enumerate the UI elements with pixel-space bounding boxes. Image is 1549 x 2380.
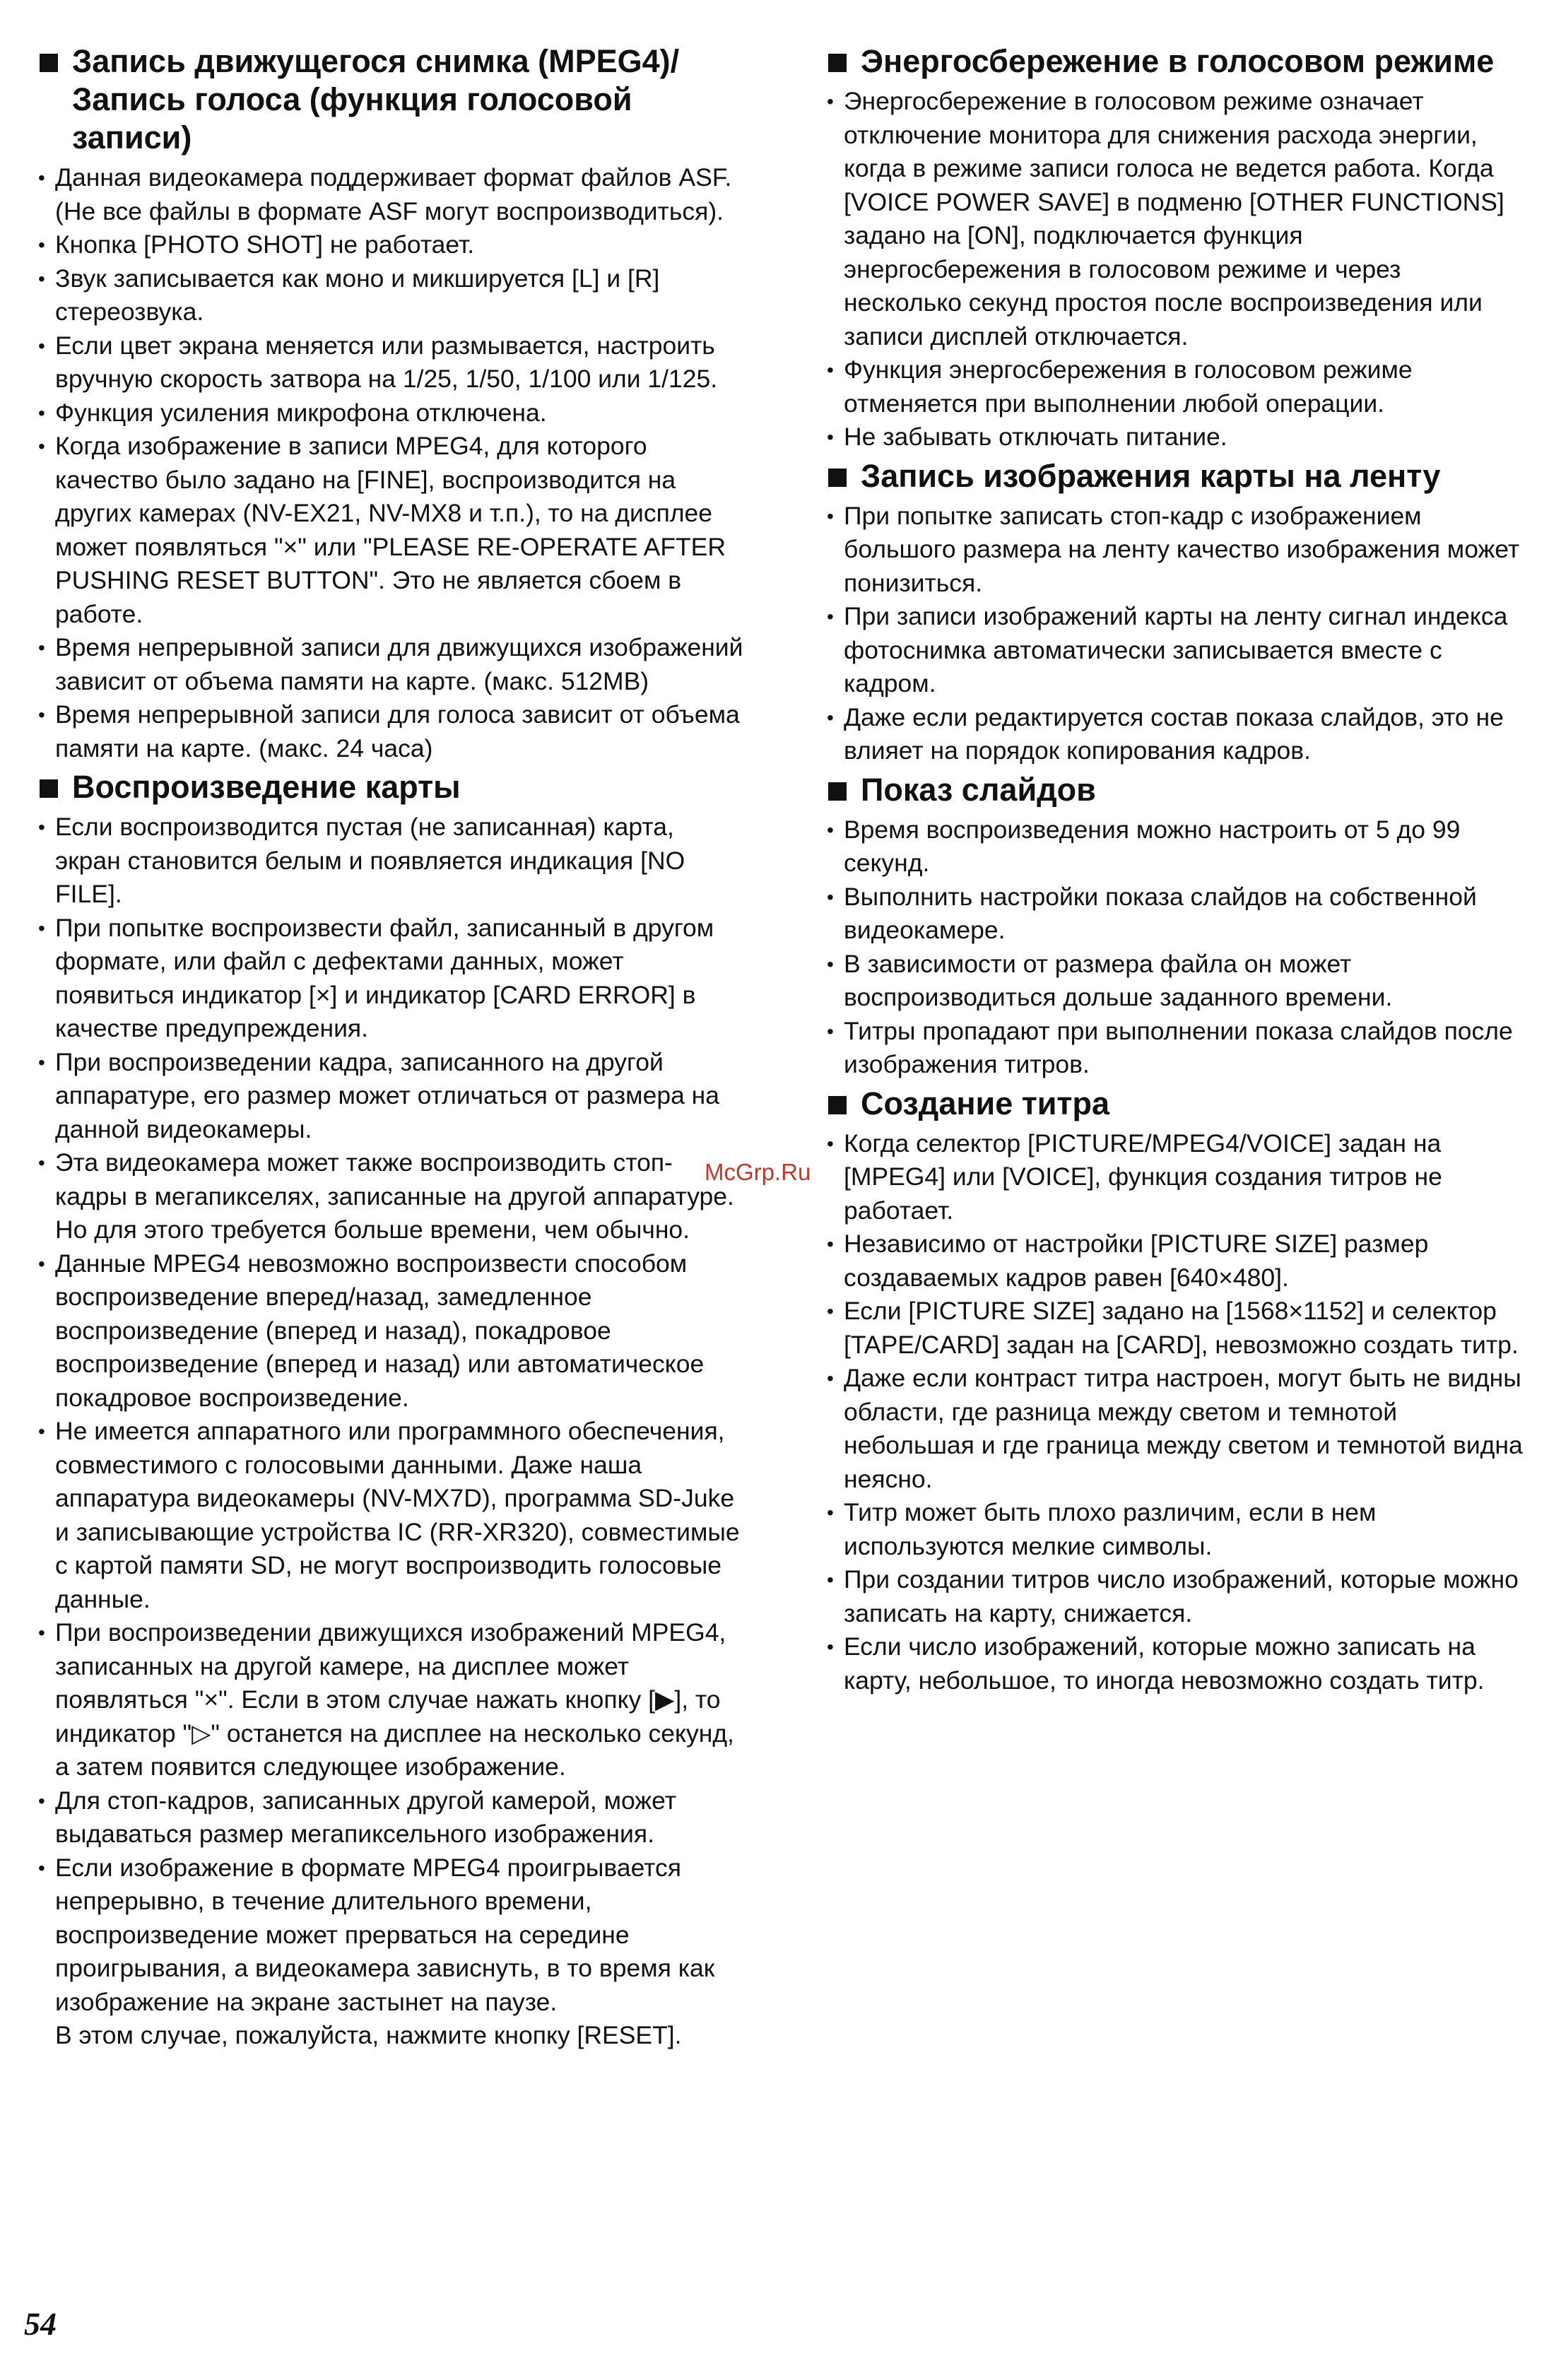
list-item-text: При воспроизведении движущихся изображений MPEG4, записанных на другой камере, на дисплее может появляться "×". Если в этом случае нажать кнопку [▶], то индикатор "▷" останется на дисплее на несколько секунд, а затем появится следующее изображение. [55,1618,734,1781]
list-item [37,430,743,631]
bullet-dot-icon: • [827,1367,834,1389]
list-item-text: При попытке записать стоп-кадр с изображением большого размера на ленту качество изображения может понизиться. [844,501,1520,597]
section [825,771,1525,1082]
list-item-text: Функция энергосбережения в голосовом режиме отменяется при выполнении любой операции. [844,355,1413,418]
list-item [825,420,1525,454]
list-item-text: Когда изображение в записи MPEG4, для которого качество было задано на [FINE], воспроизводится на других камерах (NV-EX21, NV-MX8 и т.п.), то на дисплее может появляться "×" или "PLEASE RE-OPERATE AFTER PUSHING RESET BUTTON". Это не является сбоем в работе. [55,432,726,628]
bullet-dot-icon: • [827,1300,834,1322]
list-item [37,161,743,228]
bullet-dot-icon: • [827,1020,834,1042]
bullet-dot-icon: • [827,1132,834,1155]
left-column [37,42,743,2056]
list-item [37,396,743,430]
list-item [825,85,1525,353]
section [825,457,1525,768]
list-item-text: Кнопка [PHOTO SHOT] не работает. [55,230,475,259]
square-bullet-icon [40,779,58,798]
section-heading [37,42,743,157]
list-item [37,1146,743,1247]
list-item [37,1415,743,1616]
list-item-text: Титры пропадают при выполнении показа слайдов после изображения титров. [844,1016,1513,1078]
list-item [37,631,743,698]
list-item-text: При записи изображений карты на ленту сигнал индекса фотоснимка автоматически записывается вместе с кадром. [844,602,1508,697]
square-bullet-icon [828,469,847,487]
list-item-text: Время непрерывной записи для голоса зависит от объема памяти на карте. (макс. 24 часа) [55,700,740,762]
section [825,1085,1525,1698]
square-bullet-icon [40,54,58,72]
list-item [825,1227,1525,1295]
list-item-text: В зависимости от размера файла он может воспроизводиться дольше заданного времени. [844,949,1393,1011]
bullet-dot-icon: • [38,1622,45,1644]
section-heading [825,1085,1525,1123]
list-item-text: Выполнить настройки показа слайдов на собственной видеокамере. [844,882,1477,944]
bullet-dot-icon: • [38,167,45,189]
section-heading-text: Показ слайдов [861,771,1096,808]
section-heading [825,771,1525,809]
right-column [825,42,1525,1700]
section [37,768,743,2053]
bullet-dot-icon: • [38,1789,45,1812]
section-heading-text: Создание титра [861,1085,1109,1121]
list-item [825,813,1525,880]
section-heading-text: Энергосбережение в голосовом режиме [861,43,1495,79]
note-text: В этом случае, пожалуйста, нажмите кнопку [RESET]. [55,2021,682,2049]
bullet-dot-icon: • [38,1152,45,1174]
section-heading-text: Запись изображения карты на ленту [861,457,1441,494]
bullet-dot-icon: • [827,1233,834,1255]
bullet-dot-icon: • [38,1252,45,1275]
list-item [825,701,1525,768]
watermark: McGrp.Ru [705,1159,811,1185]
bullet-dot-icon: • [827,1636,834,1658]
square-bullet-icon [828,54,847,72]
bullet-dot-icon: • [827,706,834,729]
list-item-text: Энергосбережение в голосовом режиме означает отключение монитора для снижения расхода энергии, когда в режиме записи голоса не ведется работа. Когда [VOICE POWER SAVE] в подменю [OTHER FUNCTIONS] задано на [ON], подключается функция энергосбережения в голосовом режиме и через несколько секунд простоя после воспроизведения или записи дисплей отключается. [844,87,1504,350]
bullet-dot-icon: • [827,885,834,908]
bullet-dot-icon: • [38,401,45,424]
list-item-text: Если цвет экрана меняется или размывается, настроить вручную скорость затвора на 1/25, 1/50, 1/100 или 1/125. [55,331,718,393]
list-item-text: Звук записывается как моно и микшируется [L] и [R] стереозвука. [55,264,660,326]
list-item [37,912,743,1046]
bullet-dot-icon: • [38,334,45,357]
bullet-dot-icon: • [827,1502,834,1524]
list-item-text: Функция усиления микрофона отключена. [55,398,547,427]
list-item [37,1616,743,1784]
page-number: 54 [24,2306,57,2342]
list-item [825,1127,1525,1228]
list-item-text: При воспроизведении кадра, записанного на другой аппаратуре, его размер может отличаться от размера на данной видеокамеры. [55,1047,720,1143]
list-item [37,1784,743,1851]
list-item [825,1295,1525,1362]
list-item [37,811,743,912]
list-item [37,228,743,262]
list-item [825,500,1525,601]
bullet-dot-icon: • [827,426,834,448]
list-item-text: При создании титров число изображений, которые можно записать на карту, снижается. [844,1565,1519,1627]
square-bullet-icon [828,1096,847,1114]
section-heading [825,457,1525,495]
bullet-dot-icon: • [827,90,834,112]
section-heading-text: Воспроизведение карты [72,769,461,805]
bullet-dot-icon: • [38,435,45,457]
list-item [825,880,1525,948]
list-item-text: Если [PICTURE SIZE] задано на [1568×1152] и селектор [TAPE/CARD] задан на [CARD], невозможно создать титр. [844,1297,1519,1359]
bullet-dot-icon: • [38,1856,45,1879]
list-item [825,1496,1525,1563]
bullet-dot-icon: • [827,953,834,975]
bullet-dot-icon: • [827,818,834,841]
list-item [37,1247,743,1415]
list-item-text: Если воспроизводится пустая (не записанная) карта, экран становится белым и появляется индикация [NO FILE]. [55,813,685,908]
list-item-text: Не имеется аппаратного или программного обеспечения, совместимого с голосовыми данными. Даже наша аппаратура видеокамеры (NV-MX7D), программа SD-Juke и записывающие устройства IC (RR-XR320), совместимые с картой памяти SD, не могут воспроизводить голосовые данные. [55,1417,740,1613]
bullet-list [825,85,1525,454]
bullet-dot-icon: • [38,704,45,726]
list-item [825,948,1525,1015]
list-item [825,1362,1525,1496]
list-item-text: Данные MPEG4 невозможно воспроизвести способом воспроизведение вперед/назад, замедленное воспроизведение (вперед и назад), покадровое воспроизведение (вперед и назад) или автоматическое покадровое воспроизведение. [55,1249,705,1412]
list-item-text: Даже если контраст титра настроен, могут быть не видны области, где разница между светом и темнотой небольшая и где граница между светом и темнотой видна неясно. [844,1364,1523,1493]
list-item [37,1046,743,1147]
list-item-text: Независимо от настройки [PICTURE SIZE] размер создаваемых кадров равен [640×480]. [844,1230,1429,1292]
bullet-dot-icon: • [827,606,834,628]
bullet-list [37,161,743,765]
bullet-list [825,813,1525,1082]
bullet-dot-icon: • [38,267,45,290]
section-heading [37,768,743,806]
section-heading-text: Запись движущегося снимка (MPEG4)/ Запись голоса (функция голосовой записи) [72,43,680,155]
list-item-text: Если число изображений, которые можно записать на карту, небольшое, то иногда невозможно создать титр. [844,1632,1485,1695]
bullet-list [825,500,1525,768]
list-item [37,262,743,329]
bullet-dot-icon: • [827,505,834,527]
square-bullet-icon [828,782,847,801]
section-heading [825,42,1525,81]
bullet-dot-icon: • [827,359,834,381]
list-item [37,1851,743,2020]
list-item [825,1563,1525,1630]
bullet-dot-icon: • [38,816,45,838]
list-item [825,1630,1525,1697]
list-item [37,329,743,396]
list-item-text: Даже если редактируется состав показа слайдов, это не влияет на порядок копирования кадров. [844,702,1504,765]
list-item [825,353,1525,420]
list-item-text: Данная видеокамера поддерживает формат файлов ASF. (Не все файлы в формате ASF могут воспроизводиться). [55,163,732,225]
list-item-text: Не забывать отключать питание. [844,423,1227,451]
bullet-dot-icon: • [38,1051,45,1073]
section [825,42,1525,454]
bullet-dot-icon: • [38,234,45,256]
bullet-dot-icon: • [827,1569,834,1591]
list-item-text: Титр может быть плохо различим, если в нем используются мелкие символы. [844,1498,1377,1560]
bullet-dot-icon: • [38,637,45,659]
list-item-text: Для стоп-кадров, записанных другой камерой, может выдаваться размер мегапиксельного изображения. [55,1786,676,1848]
bullet-dot-icon: • [38,1420,45,1442]
list-item-text: Эта видеокамера может также воспроизводить стоп-кадры в мегапикселях, записанные на другой аппаратуре. Но для этого требуется больше времени, чем обычно. [55,1148,734,1244]
bullet-list [37,811,743,2019]
section [37,42,743,765]
list-item-text: Если изображение в формате MPEG4 проигрывается непрерывно, в течение длительного времени, воспроизведение может прерваться на середине проигрывания, а видеокамера зависнуть, в то время как изображение на экране застынет на паузе. [55,1853,715,2016]
list-item [37,698,743,765]
list-item [825,600,1525,701]
bullet-list [825,1127,1525,1698]
list-item-text: При попытке воспроизвести файл, записанный в другом формате, или файл с дефектами данных, может появиться индикатор [×] и индикатор [CARD ERROR] в качестве предупреждения. [55,913,714,1042]
list-item [825,1015,1525,1082]
list-item-text: Время воспроизведения можно настроить от 5 до 99 секунд. [844,815,1461,877]
bullet-dot-icon: • [38,917,45,939]
list-item-text: Время непрерывной записи для движущихся изображений зависит от объема памяти на карте. (макс. 512MB) [55,633,743,695]
list-item-text: Когда селектор [PICTURE/MPEG4/VOICE] задан на [MPEG4] или [VOICE], функция создания титров не работает. [844,1129,1442,1225]
